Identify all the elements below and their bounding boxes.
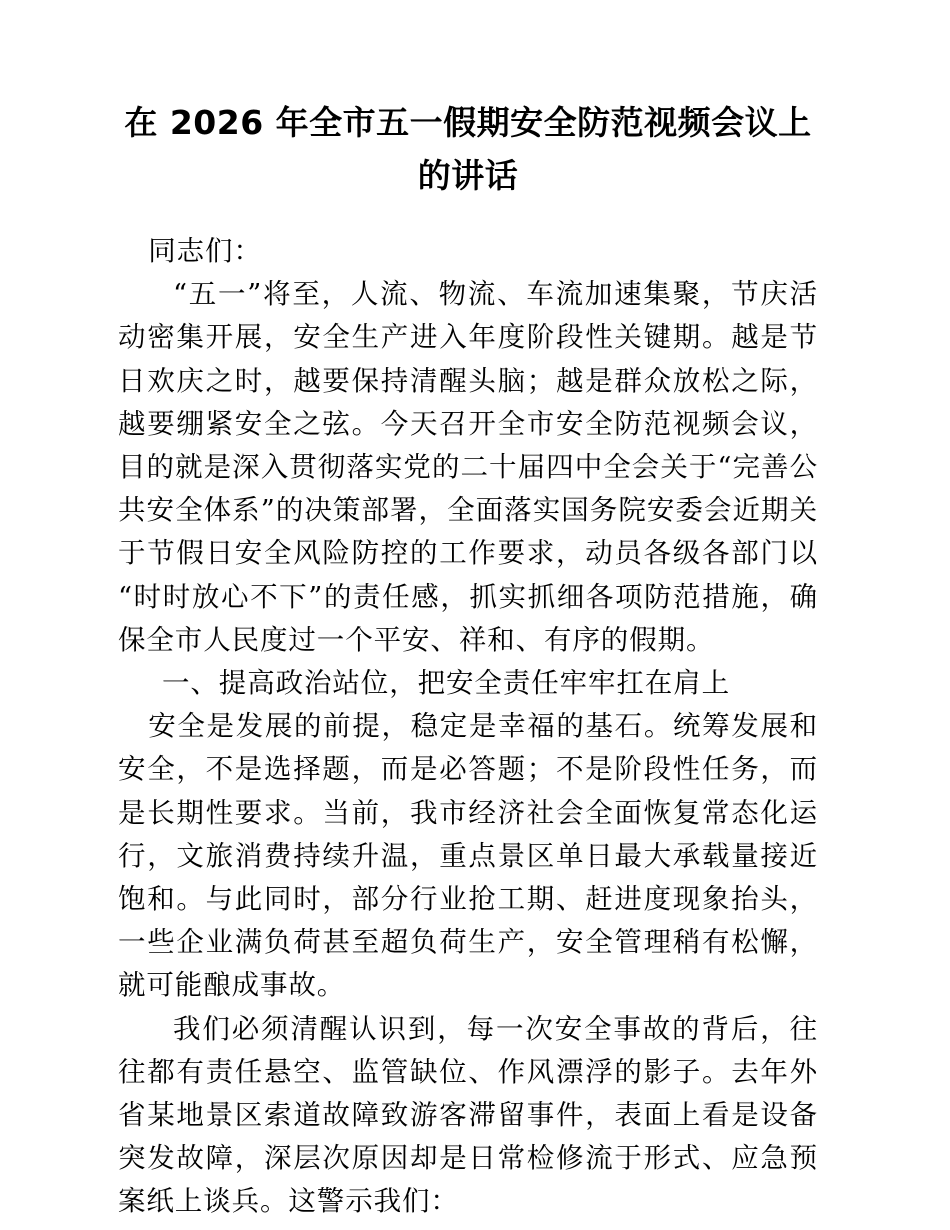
salutation: 同志们： [148,235,262,267]
paragraph-section1-2: 我们必须清醒认识到，每一次安全事故的背后，往往都有责任悬空、监管缺位、作风漂浮的影子。去年外省某地景区索道故障致游客滞留事件，表面上看是设备突发故障，深层次原因却是日常检修流于形式、应急预案纸上谈兵。这警示我们： [118,1012,818,1218]
section-heading-1: 一、提高政治站位，把安全责任牢牢扛在肩上 [162,667,730,700]
document-content [118,96,818,1224]
paragraph-opening: “五一”将至，人流、物流、车流加速集聚，节庆活动密集开展，安全生产进入年度阶段性关键期。越是节日欢庆之时，越要保持清醒头脑；越是群众放松之际，越要绷紧安全之弦。今天召开全市安全防范视频会议，目的就是深入贯彻落实党的二十届四中全会关于“完善公共安全体系”的决策部署，全面落实国务院安委会近期关于节假日安全风险防控的工作要求，动员各级各部门以“时时放心不下”的责任感，抓实抓细各项防范措施，确保全市人民度过一个平安、祥和、有序的假期。 [118,278,818,656]
document-body [118,230,818,1224]
page-title: 在 2026 年全市五一假期安全防范视频会议上的讲话 [124,103,812,195]
paragraph-section1-1: 安全是发展的前提，稳定是幸福的基石。统筹发展和安全，不是选择题，而是必答题；不是阶段性任务，而是长期性要求。当前，我市经济社会全面恢复常态化运行，文旅消费持续升温，重点景区单日最大承载量接近饱和。与此同时，部分行业抢工期、赶进度现象抬头，一些企业满负荷甚至超负荷生产，安全管理稍有松懈，就可能酿成事故。 [118,710,818,1002]
